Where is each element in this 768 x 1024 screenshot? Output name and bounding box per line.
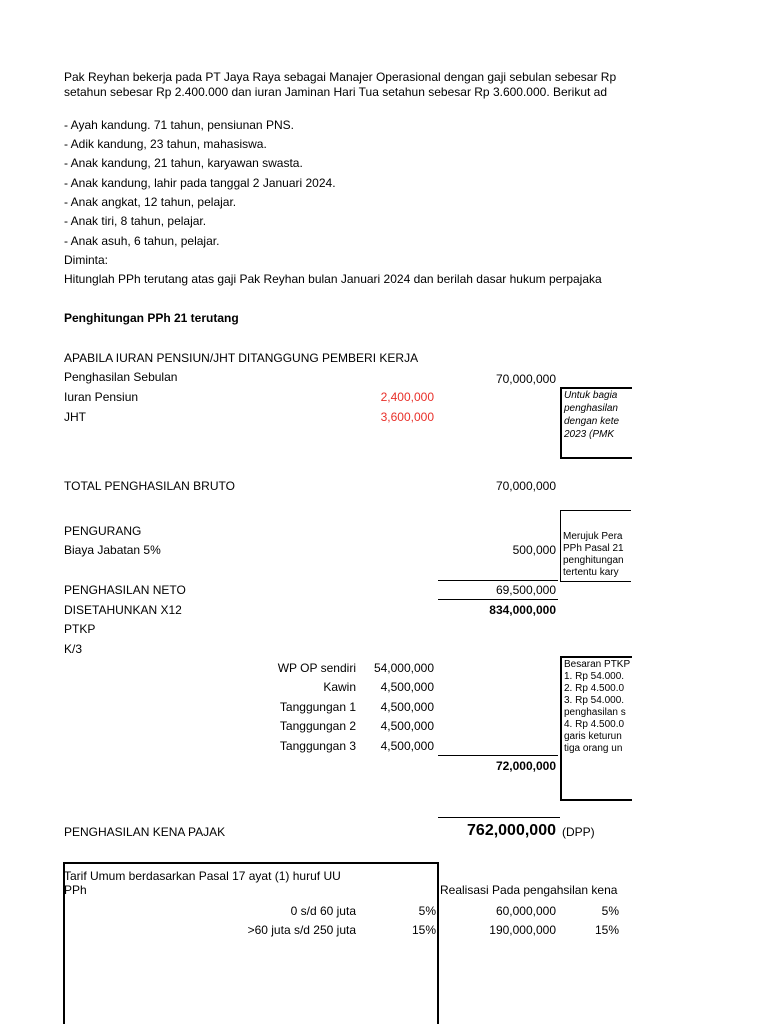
family-item: - Anak angkat, 12 tahun, pelajar. (64, 195, 237, 209)
gross-income-label: TOTAL PENGHASILAN BRUTO (64, 479, 235, 493)
family-item: - Anak asuh, 6 tahun, pelajar. (64, 234, 220, 248)
family-item: - Anak kandung, 21 tahun, karyawan swasta. (64, 156, 303, 170)
ptkp-row-label: Tanggungan 1 (279, 700, 356, 714)
jht-value: 3,600,000 (380, 410, 434, 424)
tarif-rate: 15% (411, 923, 436, 937)
intro-line-2: setahun sebesar Rp 2.400.000 dan iuran Jaminan Hari Tua setahun sebesar Rp 3.600.000. Berikut ad (64, 85, 608, 99)
taxable-income-label: PENGHASILAN KENA PAJAK (64, 825, 226, 839)
ptkp-note-line: garis keturun (564, 731, 622, 742)
monthly-income-label: Penghasilan Sebulan (64, 370, 178, 384)
ptkp-row-label: WP OP sendiri (277, 661, 356, 675)
realisasi-rate: 15% (594, 923, 619, 937)
ptkp-row-value: 4,500,000 (380, 680, 434, 694)
section-title: Penghitungan PPh 21 terutang (64, 311, 239, 325)
realisasi-amount: 60,000,000 (495, 904, 556, 918)
tarif-box-top (63, 862, 439, 864)
ptkp-row-value: 4,500,000 (380, 739, 434, 753)
intro-line-1: Pak Reyhan bekerja pada PT Jaya Raya sebagai Manajer Operasional dengan gaji sebulan sebesar Rp (64, 70, 617, 84)
family-item: - Ayah kandung. 71 tahun, pensiunan PNS. (64, 118, 294, 132)
tarif-bracket: >60 juta s/d 250 juta (247, 923, 356, 937)
family-item: - Adik kandung, 23 tahun, mahasiswa. (64, 137, 267, 151)
realisasi-header: Realisasi Pada pengahsilan kena (440, 883, 618, 897)
monthly-income-value: 70,000,000 (495, 372, 556, 386)
question-text: Hitunglah PPh terutang atas gaji Pak Reyhan bulan Januari 2024 dan berilah dasar hukum perpajaka (64, 272, 602, 286)
deduction-note-line: Merujuk Pera (563, 531, 623, 542)
benefit-note-line: 2023 (PMK (564, 429, 615, 440)
jht-label: JHT (64, 410, 86, 424)
job-cost-value: 500,000 (512, 543, 556, 557)
ptkp-note-box (560, 656, 632, 801)
ptkp-row-label: Tanggungan 3 (279, 739, 356, 753)
ptkp-row-label: Tanggungan 2 (279, 719, 356, 733)
ptkp-note-line: 4. Rp 4.500.0 (564, 719, 625, 730)
taxable-income-value: 762,000,000 (467, 822, 556, 839)
net-top-border (438, 580, 558, 581)
pkp-top-border (438, 817, 560, 818)
net-income-label: PENGHASILAN NETO (64, 583, 186, 597)
deduction-note-line: PPh Pasal 21 (563, 543, 624, 554)
pension-value: 2,400,000 (380, 390, 434, 404)
dpp-label: (DPP) (562, 825, 595, 839)
ptkp-note-line: 1. Rp 54.000. (564, 671, 625, 682)
benefit-note-line: dengan kete (564, 416, 620, 427)
deductions-label: PENGURANG (64, 524, 142, 538)
ptkp-note-line: 3. Rp 54.000. (564, 695, 625, 706)
family-item: - Anak kandung, lahir pada tanggal 2 Januari 2024. (64, 176, 336, 190)
benefit-note-line: Untuk bagia (564, 390, 618, 401)
ptkp-note-line: penghasilan s (564, 707, 626, 718)
job-cost-label: Biaya Jabatan 5% (64, 543, 161, 557)
net-income-value: 69,500,000 (495, 583, 556, 597)
benefit-note-line: penghasilan (564, 403, 618, 414)
ptkp-status: K/3 (64, 642, 83, 656)
pension-label: Iuran Pensiun (64, 390, 139, 404)
annualized-value: 834,000,000 (489, 603, 556, 617)
ptkp-note-line: Besaran PTKP (564, 659, 631, 670)
tarif-bracket: 0 s/d 60 juta (290, 904, 356, 918)
ptkp-note-line: 2. Rp 4.500.0 (564, 683, 625, 694)
benefit-note-box (560, 387, 632, 459)
tarif-title-line-2: PPh (64, 883, 87, 897)
tarif-rate: 5% (418, 904, 436, 918)
net-bottom-border (438, 599, 558, 600)
ptkp-total-border (438, 755, 558, 756)
ptkp-total-value: 72,000,000 (495, 759, 556, 773)
annualized-label: DISETAHUNKAN X12 (64, 603, 182, 617)
ptkp-note-line: tiga orang un (564, 743, 623, 754)
diminta-label: Diminta: (64, 253, 109, 267)
ptkp-row-label: Kawin (323, 680, 356, 694)
ptkp-label: PTKP (64, 622, 96, 636)
deduction-note-box (560, 510, 631, 582)
ptkp-row-value: 4,500,000 (380, 700, 434, 714)
deduction-note-line: penghitungan (563, 555, 624, 566)
tarif-title-line-1: Tarif Umum berdasarkan Pasal 17 ayat (1) huruf UU (64, 869, 341, 883)
ptkp-row-value: 4,500,000 (380, 719, 434, 733)
scenario-heading: APABILA IURAN PENSIUN/JHT DITANGGUNG PEMBERI KERJA (64, 351, 419, 365)
realisasi-amount: 190,000,000 (489, 923, 556, 937)
deduction-note-line: tertentu kary (563, 567, 619, 578)
ptkp-row-value: 54,000,000 (373, 661, 434, 675)
tarif-box-right (437, 862, 439, 1024)
family-item: - Anak tiri, 8 tahun, pelajar. (64, 214, 207, 228)
realisasi-rate: 5% (601, 904, 619, 918)
gross-income-value: 70,000,000 (495, 479, 556, 493)
